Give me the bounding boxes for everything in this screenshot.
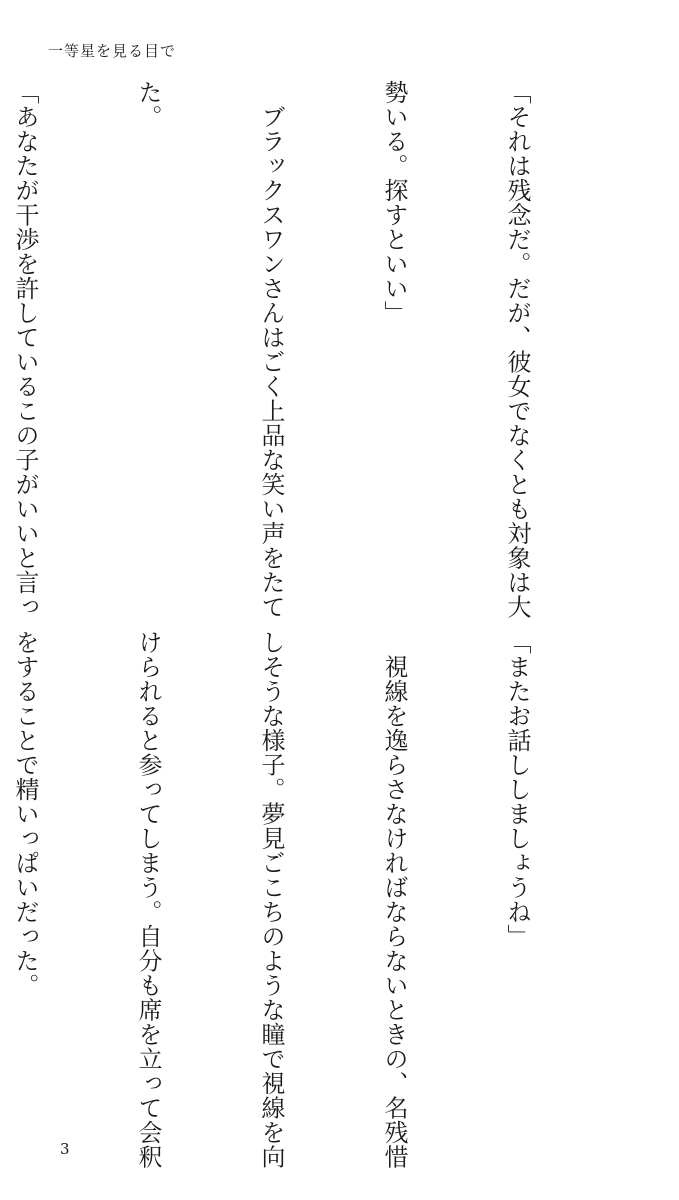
text-line: 勢いる。探すといい」 bbox=[380, 80, 408, 325]
text-line: 「あなたが干渉を許しているこの子がいいと言っ bbox=[11, 80, 39, 619]
text-block-lower bbox=[0, 630, 619, 1169]
text-block-upper bbox=[0, 80, 619, 619]
text-line: た。 bbox=[134, 80, 162, 129]
text-line: けられると参ってしまう。自分も席を立って会釈 bbox=[134, 630, 162, 1169]
page-number: 3 bbox=[60, 1140, 70, 1158]
text-line: 視線を逸らさなければならないときの、名残惜 bbox=[380, 630, 408, 1169]
running-header: 一等星を見る目で bbox=[48, 42, 177, 60]
text-line: ブラックスワンさんはごく上品な笑い声をたて bbox=[257, 80, 285, 619]
text-line: しそうな様子。夢見ごこちのような瞳で視線を向 bbox=[257, 630, 285, 1169]
text-line: 「それは残念だ。だが、彼女でなくとも対象は大 bbox=[503, 80, 531, 619]
text-line: をすることで精いっぱいだった。 bbox=[11, 630, 39, 998]
text-line: 「またお話ししましょうね」 bbox=[503, 630, 531, 949]
